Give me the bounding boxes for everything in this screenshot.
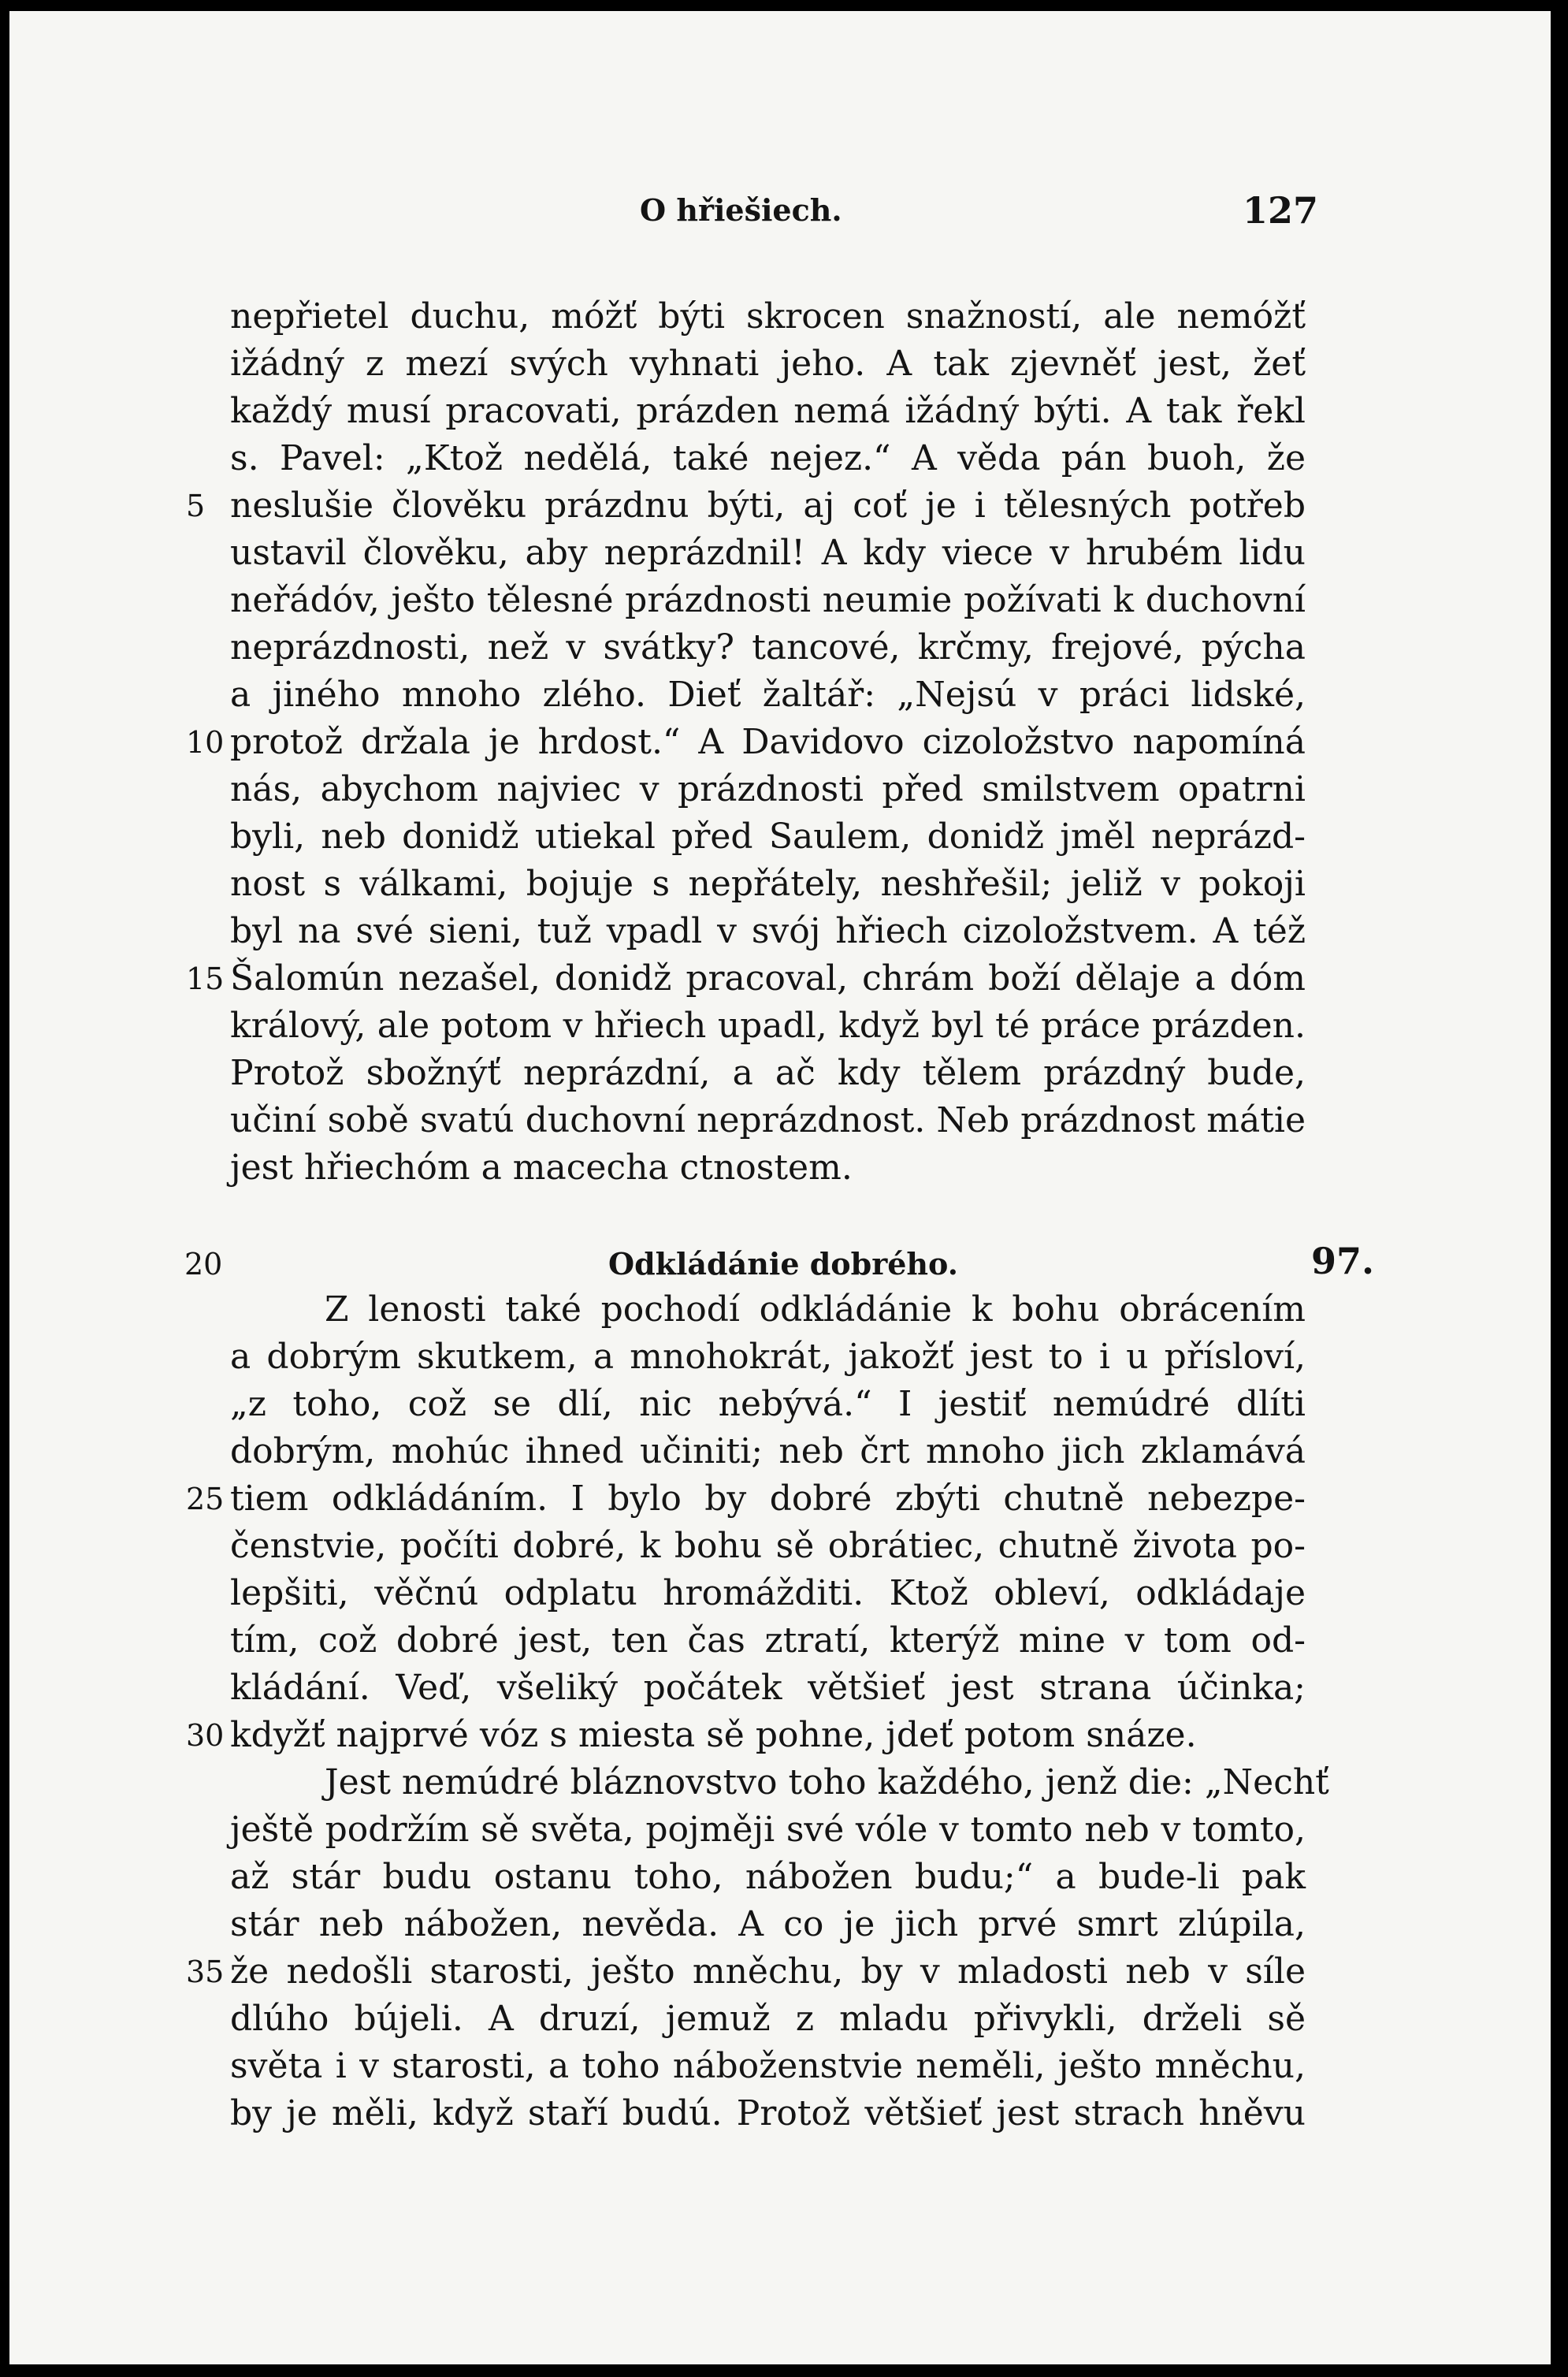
text-line: protož držala je hrdost.“ A Davidovo cizoložstvo napomíná (230, 722, 1306, 762)
text-line: světa i v starosti, a toho náboženstvie neměli, ješto mněchu, (230, 2046, 1306, 2086)
text-line: a jiného mnoho zlého. Dieť žaltář: „Nejsú v práci lidské, (230, 675, 1306, 715)
text-line: Šalomún nezašel, donidž pracoval, chrám boží dělaje a dóm (230, 958, 1306, 999)
text-line: byli, neb donidž utiekal před Saulem, donidž jměl neprázd- (230, 817, 1306, 857)
text-line: neslušie člověku prázdnu býti, aj coť je i tělesných potřeb (230, 485, 1306, 526)
line-number: 25 (186, 1482, 225, 1516)
text-line: jest hřiechóm a macecha ctnostem. (230, 1148, 853, 1188)
line-number: 20 (184, 1247, 223, 1281)
running-header-title: O hřiešiech. (640, 192, 842, 228)
text-line: neprázdnosti, než v svátky? tancové, krčmy, frejové, pýcha (230, 627, 1306, 668)
text-line: až stár budu ostanu toho, nábožen budu;“ a bude-li pak (230, 1857, 1306, 1897)
text-line: že nedošli starosti, ješto mněchu, by v mladosti neb v síle (230, 1951, 1306, 1992)
text-line: Protož sbožnýť neprázdní, a ač kdy tělem prázdný bude, (230, 1053, 1306, 1093)
text-line: nepřietel duchu, móžť býti skrocen snažností, ale nemóžť (230, 296, 1306, 337)
line-number: 10 (186, 725, 225, 760)
text-line: a dobrým skutkem, a mnohokrát, jakožť jest to i u přísloví, (230, 1337, 1306, 1377)
text-line: stár neb nábožen, nevěda. A co je jich prvé smrt zlúpila, (230, 1904, 1306, 1944)
text-line: s. Pavel: „Ktož nedělá, také nejez.“ A věda pán buoh, že (230, 438, 1306, 478)
section-title: Odkládánie dobrého. (608, 1246, 958, 1281)
text-line: Jest nemúdré bláznovstvo toho každého, jenž die: „Nechť (325, 1762, 1329, 1802)
page-number: 127 (1243, 189, 1319, 232)
text-line: králový, ale potom v hřiech upadl, když byl té práce prázden. (230, 1006, 1306, 1046)
text-line: tím, což dobré jest, ten čas ztratí, kterýž mine v tom od- (230, 1620, 1306, 1661)
text-line: „z toho, což se dlí, nic nebývá.“ I jestiť nemúdré dlíti (230, 1384, 1306, 1424)
text-line: každý musí pracovati, prázden nemá ižádný býti. A tak řekl (230, 391, 1306, 431)
text-line: učiní sobě svatú duchovní neprázdnost. Neb prázdnost mátie (230, 1100, 1306, 1140)
text-line: dlúho bújeli. A druzí, jemuž z mladu přivykli, drželi sě (230, 1999, 1306, 2039)
text-line: ještě podržím sě světa, pojměji své vóle v tomto neb v tomto, (230, 1810, 1306, 1850)
text-line: nost s válkami, bojuje s nepřátely, neshřešil; jeliž v pokoji (230, 864, 1306, 904)
text-line: ustavil člověku, aby neprázdnil! A kdy viece v hrubém lidu (230, 533, 1306, 573)
text-line: Z lenosti také pochodí odkládánie k bohu obrácením (325, 1289, 1306, 1330)
text-line: neřádóv, ješto tělesné prázdnosti neumie požívati k duchovní (230, 580, 1306, 620)
text-line: kládání. Veď, všeliký počátek většieť jest strana účinka; (230, 1668, 1306, 1708)
text-line: lepšiti, věčnú odplatu hromážditi. Ktož obleví, odkládaje (230, 1573, 1306, 1613)
text-line: nás, abychom najviec v prázdnosti před smilstvem opatrni (230, 769, 1306, 809)
line-number: 30 (186, 1718, 225, 1753)
text-line: by je měli, když staří budú. Protož většieť jest strach hněvu (230, 2093, 1306, 2133)
line-number: 5 (186, 489, 206, 523)
text-line: kdyžť najprvé vóz s miesta sě pohne, jdeť potom snáze. (230, 1715, 1197, 1755)
section-number: 97. (1311, 1240, 1375, 1282)
line-number: 15 (186, 962, 225, 996)
line-number: 35 (186, 1955, 225, 1989)
text-line: čenstvie, počíti dobré, k bohu sě obrátiec, chutně života po- (230, 1526, 1306, 1566)
text-line: tiem odkládáním. I bylo by dobré zbýti chutně nebezpe- (230, 1479, 1306, 1519)
text-line: dobrým, mohúc ihned učiniti; neb črt mnoho jich zklamává (230, 1431, 1306, 1471)
book-page (9, 11, 1551, 2364)
text-line: ižádný z mezí svých vyhnati jeho. A tak zjevněť jest, žeť (230, 344, 1306, 384)
text-line: byl na své sieni, tuž vpadl v svój hřiech cizoložstvem. A též (230, 911, 1306, 951)
